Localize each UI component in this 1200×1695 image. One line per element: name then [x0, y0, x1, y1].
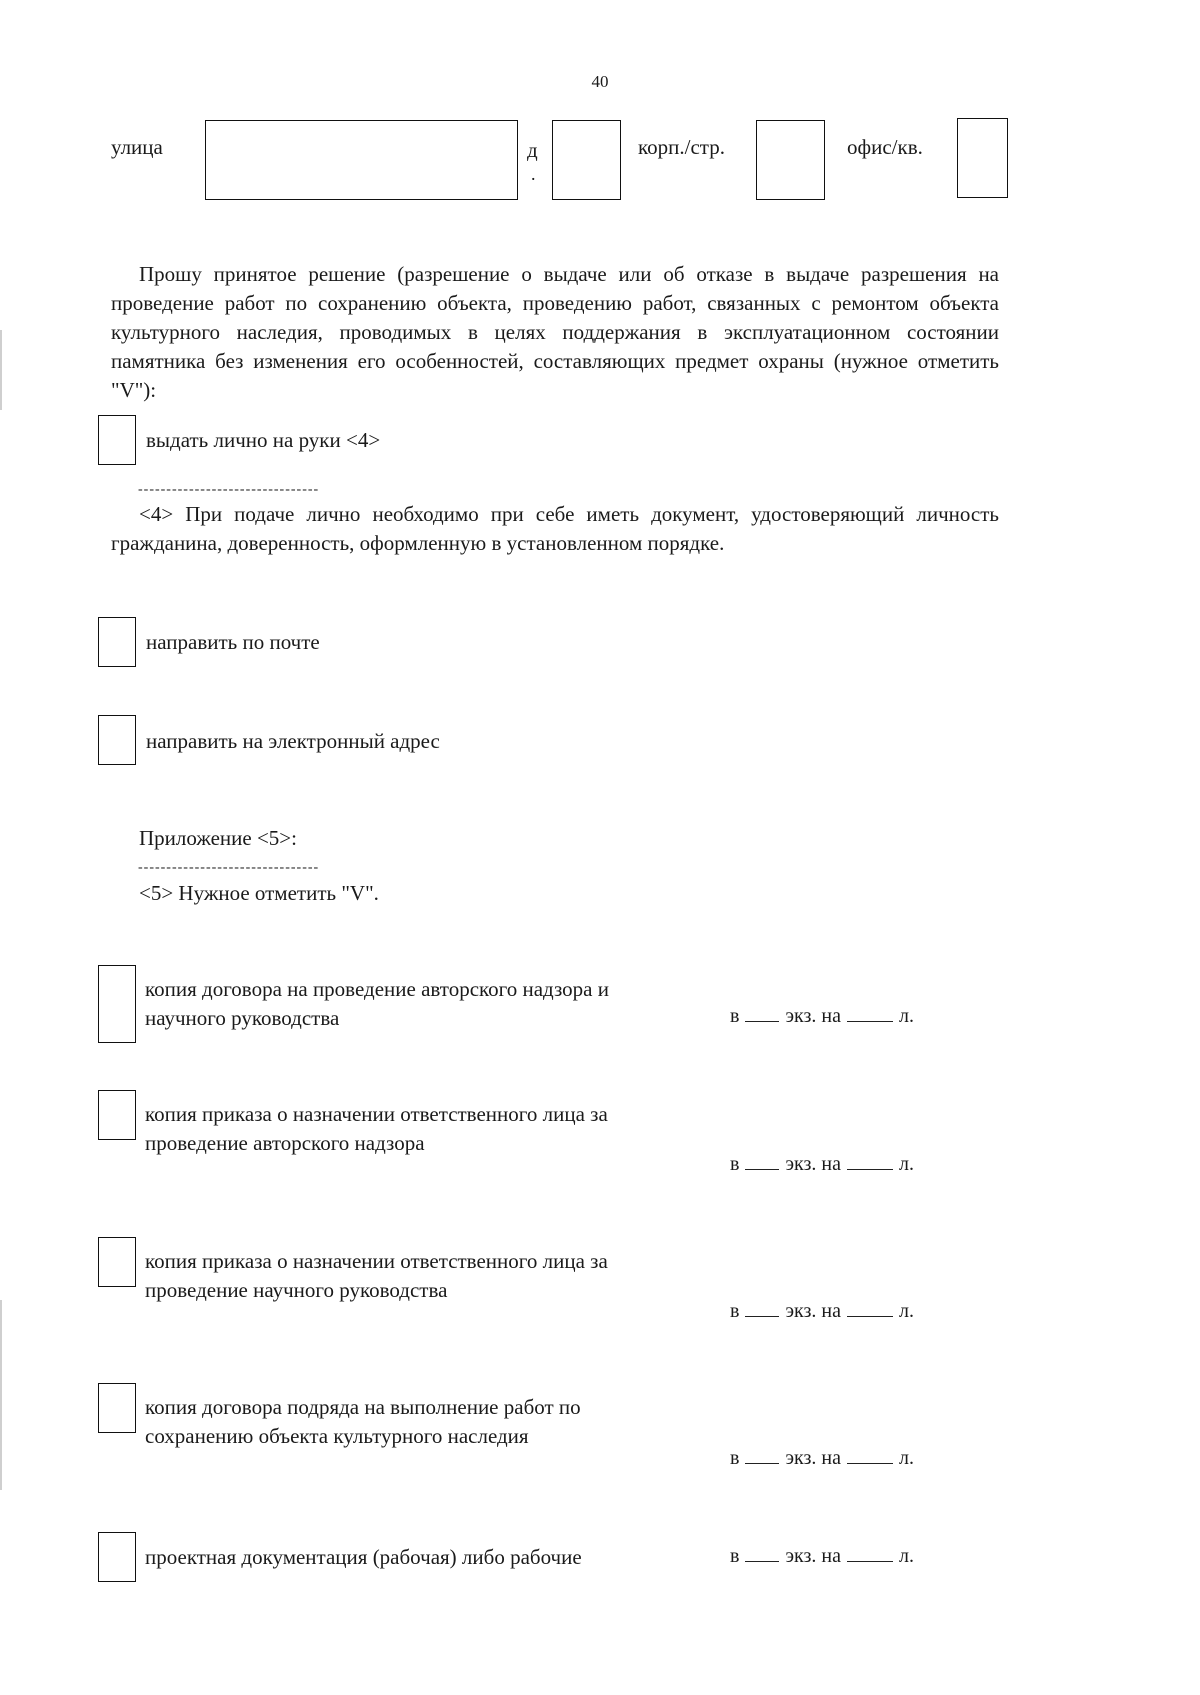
pages-count-blank[interactable] [847, 1153, 893, 1170]
request-paragraph: Прошу принятое решение (разрешение о выдаче или об отказе в выдаче разрешения на проведение работ по сохранению объекта, проведению работ, связанных с ремонтом объекта культурного наследия, проводимых в целях поддержания в эксплуатационном состоянии памятника без изменения его особенностей, составляющих предмет охраны (нужное отметить "V"): [111, 262, 999, 402]
footnote-separator-2: -------------------------------- [138, 860, 320, 875]
copies-count-line: в экз. на л. [730, 1153, 914, 1175]
street-label: улица [111, 135, 163, 159]
attachment-checkbox[interactable] [98, 965, 136, 1043]
option-in-person-label: выдать лично на руки <4> [146, 428, 381, 452]
option-mail-label: направить по почте [146, 630, 320, 654]
copies-count-blank[interactable] [745, 1545, 779, 1562]
building-label: корп./стр. [638, 135, 725, 159]
copies-count-line: в экз. на л. [730, 1545, 914, 1567]
option-email-label: направить на электронный адрес [146, 729, 440, 753]
attachment-heading: Приложение <5>: [139, 826, 297, 850]
office-input-box[interactable] [957, 118, 1008, 198]
house-label-dot: . [531, 164, 536, 184]
attachment-label: копия договора на проведение авторского надзора и научного руководства [145, 977, 609, 1030]
scan-edge-mark [0, 1300, 2, 1490]
attachment-checkbox[interactable] [98, 1532, 136, 1582]
page-number: 40 [591, 72, 609, 91]
pages-count-blank[interactable] [847, 1300, 893, 1317]
street-input-box[interactable] [205, 120, 518, 200]
attachment-checkbox[interactable] [98, 1383, 136, 1433]
copies-count-blank[interactable] [745, 1300, 779, 1317]
copies-count-line: в экз. на л. [730, 1300, 914, 1322]
building-input-box[interactable] [756, 120, 825, 200]
footnote-4-text: <4> При подаче лично необходимо при себе иметь документ, удостоверяющий личность гражданина, доверенность, оформленную в установленном порядке. [111, 502, 999, 555]
house-label: д [527, 138, 538, 162]
copies-count-line: в экз. на л. [730, 1447, 914, 1469]
option-mail-checkbox[interactable] [98, 617, 136, 667]
pages-count-blank[interactable] [847, 1545, 893, 1562]
attachment-checkbox[interactable] [98, 1237, 136, 1287]
pages-count-blank[interactable] [847, 1447, 893, 1464]
copies-count-blank[interactable] [745, 1153, 779, 1170]
copies-count-blank[interactable] [745, 1005, 779, 1022]
house-input-box[interactable] [552, 120, 621, 200]
attachment-label: копия договора подряда на выполнение работ по сохранению объекта культурного наследия [145, 1395, 581, 1448]
footnote-separator: -------------------------------- [138, 482, 320, 497]
attachment-label: копия приказа о назначении ответственного лица за проведение научного руководства [145, 1249, 608, 1302]
attachment-label: проектная документация (рабочая) либо рабочие [145, 1545, 582, 1569]
option-email-checkbox[interactable] [98, 715, 136, 765]
scan-edge-mark [0, 330, 2, 410]
footnote-5-text: <5> Нужное отметить "V". [139, 881, 379, 905]
attachment-checkbox[interactable] [98, 1090, 136, 1140]
copies-count-blank[interactable] [745, 1447, 779, 1464]
option-in-person-checkbox[interactable] [98, 415, 136, 465]
copies-count-line: в экз. на л. [730, 1005, 914, 1027]
attachment-label: копия приказа о назначении ответственного лица за проведение авторского надзора [145, 1102, 608, 1155]
pages-count-blank[interactable] [847, 1005, 893, 1022]
office-label: офис/кв. [847, 135, 923, 159]
